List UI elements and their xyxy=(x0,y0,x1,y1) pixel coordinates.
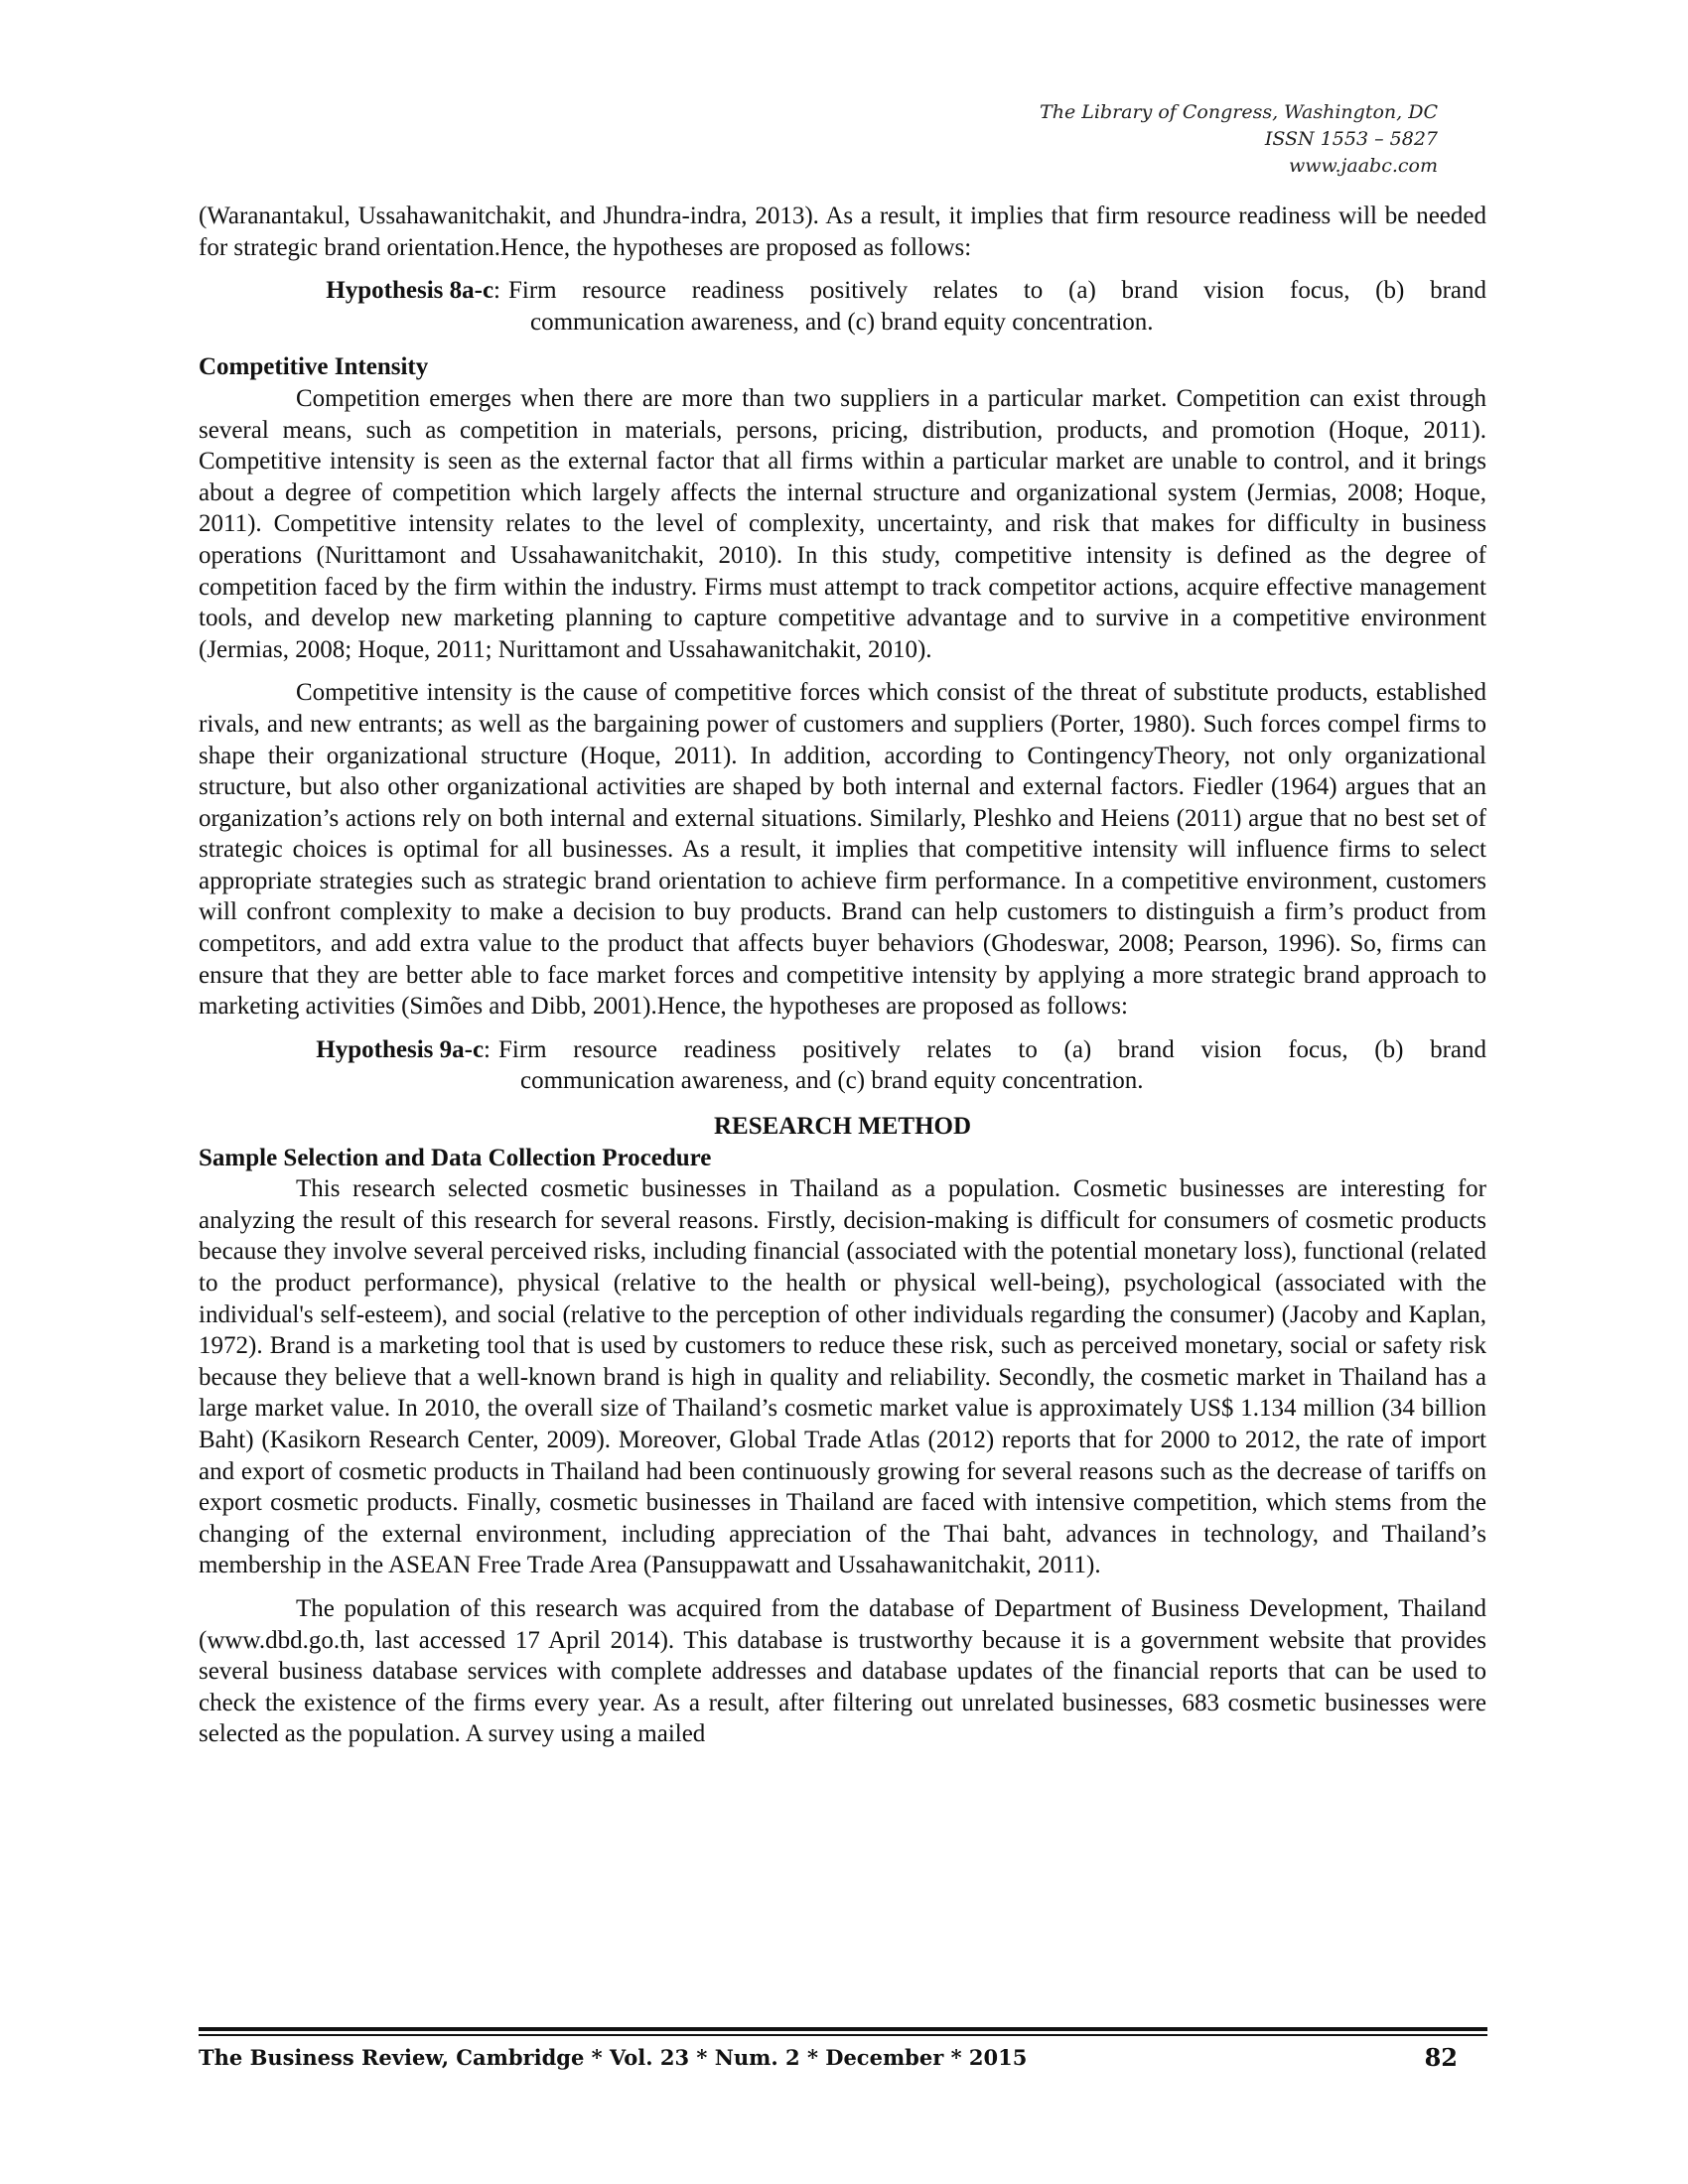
hypothesis-9: Hypothesis 9a-c: Firm resource readiness positively relates to (a) brand vision focus, (b) brand communication awareness, and (c) brand equity concentration. xyxy=(199,1034,1486,1097)
hypothesis-8: Hypothesis 8a-c: Firm resource readiness positively relates to (a) brand vision focus, (b) brand communication awareness, and (c) brand equity concentration. xyxy=(199,275,1486,338)
hypothesis-9-text-line1: Firm resource readiness positively relates to (a) brand vision focus, (b) brand xyxy=(498,1035,1486,1063)
hypothesis-8-text-line2: communication awareness, and (c) brand equity concentration. xyxy=(530,308,1154,336)
subsection-heading-sample-selection: Sample Selection and Data Collection Procedure xyxy=(199,1144,712,1171)
hypothesis-8-label: Hypothesis 8a-c xyxy=(326,277,494,305)
header-website: www.jaabc.com xyxy=(1288,155,1438,177)
paragraph-continuation: (Waranantakul, Ussahawanitchakit, and Jhundra-indra, 2013). As a result, it implies that firm resource readiness will be needed for strategic brand orientation.Hence, the hypotheses are proposed as follows: xyxy=(199,203,1486,261)
header-issn: ISSN 1553 – 5827 xyxy=(1264,128,1438,150)
page-number: 82 xyxy=(1424,2043,1458,2072)
section-heading-research-method: RESEARCH METHOD xyxy=(713,1113,972,1141)
footer-journal: The Business Review, Cambridge * Vol. 23 * Num. 2 * December * 2015 xyxy=(199,2045,1028,2070)
body-text xyxy=(199,201,1486,1750)
paragraph-competitive-forces: Competitive intensity is the cause of competitive forces which consist of the threat of substitute products, established rivals, and new entrants; as well as the bargaining power of customers and suppliers (Porter, 1980). Such forces compel firms to shape their organizational structure (Hoque, 2011). In addition, according to ContingencyTheory, not only organizational structure, but also other organizational activities are shaped by both internal and external factors. Fiedler (1964) argues that an organization’s actions rely on both internal and external situations. Similarly, Pleshko and Heiens (2011) argue that no best set of strategic choices is optimal for all businesses. As a result, it implies that competitive intensity will influence firms to select appropriate strategies such as strategic brand orientation to achieve firm performance. In a competitive environment, customers will confront complexity to make a decision to buy products. Brand can help customers to distinguish a firm’s product from competitors, and add extra value to the product that affects buyer behaviors (Ghodeswar, 2008; Pearson, 1996). So, firms can ensure that they are better able to face market forces and competitive intensity by applying a more strategic brand approach to marketing activities (Simões and Dibb, 2001).Hence, the hypotheses are proposed as follows: xyxy=(199,679,1486,1021)
footer-rule-thick xyxy=(199,2027,1487,2031)
footer-rule-thin xyxy=(199,2034,1487,2036)
paragraph-competition: Competition emerges when there are more than two suppliers in a particular market. Competition can exist through several means, such as competition in materials, persons, pricing, distribution, products, and promotion (Hoque, 2011). Competitive intensity is seen as the external factor that all firms within a particular market are unable to control, and it brings about a degree of competition which largely affects the internal structure and organizational system (Jermias, 2008; Hoque, 2011). Competitive intensity relates to the level of complexity, uncertainty, and risk that makes for difficulty in business operations (Nurittamont and Ussahawanitchakit, 2010). In this study, competitive intensity is defined as the degree of competition faced by the firm within the industry. Firms must attempt to track competitor actions, acquire effective management tools, and develop new marketing planning to capture competitive advantage and to survive in a competitive environment (Jermias, 2008; Hoque, 2011; Nurittamont and Ussahawanitchakit, 2010). xyxy=(199,384,1486,663)
hypothesis-8-text-line1: Firm resource readiness positively relates to (a) brand vision focus, (b) brand xyxy=(508,277,1486,305)
hypothesis-9-text-line2: communication awareness, and (c) brand equity concentration. xyxy=(520,1067,1144,1095)
paragraph-population: This research selected cosmetic businesses in Thailand as a population. Cosmetic businesses are interesting for analyzing the result of this research for several reasons. Firstly, decision-making is difficult for consumers of cosmetic products because they involve several perceived risks, including financial (associated with the potential monetary loss), functional (related to the product performance), physical (relative to the health or physical well-being), psychological (associated with the individual's self-esteem), and social (relative to the perception of other individuals regarding the consumer) (Jacoby and Kaplan, 1972). Brand is a marketing tool that is used by customers to reduce these risk, such as perceived monetary, social or safety risk because they believe that a well-known brand is high in quality and reliability. Secondly, the cosmetic market in Thailand has a large market value. In 2010, the overall size of Thailand’s cosmetic market value is approximately US$ 1.134 million (34 billion Baht) (Kasikorn Research Center, 2009). Moreover, Global Trade Atlas (2012) reports that for 2000 to 2012, the rate of import and export of cosmetic products in Thailand had been continuously growing for several reasons such as the decrease of tariffs on export cosmetic products. Finally, cosmetic businesses in Thailand are faced with intensive competition, which stems from the changing of the external environment, including appreciation of the Thai baht, advances in technology, and Thailand’s membership in the ASEAN Free Trade Area (Pansuppawatt and Ussahawanitchakit, 2011). xyxy=(199,1175,1486,1579)
hypothesis-9-label: Hypothesis 9a-c xyxy=(316,1035,485,1063)
header-library: The Library of Congress, Washington, DC xyxy=(1040,101,1438,123)
section-heading-competitive-intensity: Competitive Intensity xyxy=(199,353,429,381)
running-footer xyxy=(199,2045,1458,2070)
paragraph-database: The population of this research was acquired from the database of Department of Business Development, Thailand (www.dbd.go.th, last accessed 17 April 2014). This database is trustworthy because it is a government website that provides several business database services with complete addresses and database updates of the financial reports that can be used to check the existence of the firms every year. As a result, after filtering out unrelated businesses, 683 cosmetic businesses were selected as the population. A survey using a mailed xyxy=(199,1594,1486,1748)
running-header xyxy=(1040,99,1438,180)
